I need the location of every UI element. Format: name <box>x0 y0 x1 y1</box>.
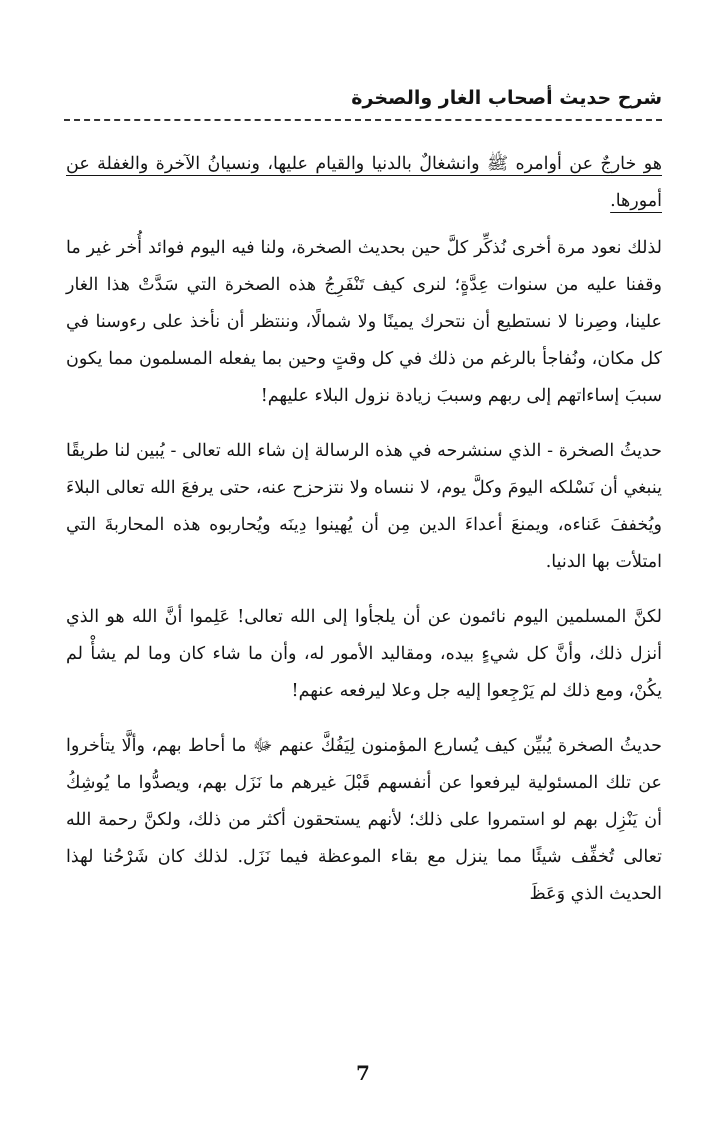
paragraph-1: هو خارجٌ عن أوامره ﷺ وانشغالٌ بالدنيا والقيام عليها، ونسيانُ الآخرة والغفلة عن أمورها. <box>66 154 662 211</box>
page-number: 7 <box>356 1061 370 1085</box>
paragraph-3: حديثُ الصخرة - الذي سنشرحه في هذه الرسالة إن شاء الله تعالى - يُبين لنا طريقًا ينبغي أن نَسْلكه اليومَ وكلَّ يوم، لا ننساه ولا نتزحزح عنه، حتى يرفعَ الله تعالى البلاءَ ويُخففَ عَناءه، ويمنعَ أعداءَ الدين مِن أن يُهينوا دِينَه ويُحاربوه هذه المحاربةَ التي امتلأت بها الدنيا. <box>66 441 662 572</box>
paragraph-4: لكنَّ المسلمين اليوم نائمون عن أن يلجأوا إلى الله تعالى! عَلِموا أنَّ الله هو الذي أنزل ذلك، وأنَّ كل شيءٍ بيده، ومقاليد الأمور له، وأن ما شاء كان وما لم يشأْ لم يكُنْ، ومع ذلك لم يَرْجِعوا إليه جل وعلا ليرفعه عنهم! <box>66 607 662 701</box>
paragraph-5: حديثُ الصخرة يُبيِّن كيف يُسارع المؤمنون لِيَفُكَّ عنهم ﷻ ما أحاط بهم، وألَّا يتأخروا عن تلك المسئولية ليرفعوا عن أنفسهم قَبْلَ غيرهم ما نَزَل بهم، ويصدُّوا ما يُوشِكُ أن يَنْزِل بهم لو استمروا على ذلك؛ لأنهم يستحقون أكثر من ذلك، ولكنَّ رحمة الله تعالى تُخفِّف شيئًا مما ينزل مع بقاء الموعظة فيما نَزَل. لذلك كان شَرْحُنا لهذا الحديث الذي وَعَظَ <box>66 736 662 904</box>
body-text <box>66 146 662 931</box>
header-divider <box>64 119 662 121</box>
running-header: شرح حديث أصحاب الغار والصخرة <box>351 87 662 109</box>
paragraph-2: لذلك نعود مرة أخرى نُذكِّر كلَّ حين بحديث الصخرة، ولنا فيه اليوم فوائد أُخر غير ما وقفنا عليه من سنوات عِدَّةٍ؛ لنرى كيف تَنْفَرِجُ هذه الصخرة التي سَدَّتْ هذا الغار علينا، وصِرنا لا نستطيع أن نتحرك يمينًا ولا شمالًا، وننتظر أن نأخذ على رءوسنا في كل مكان، ونُفاجأ بالرغم من ذلك في كل وقتٍ وحين بما يفعله المسلمون مما يكون سببَ إساءاتهم إلى ربهم وسببَ زيادة نزول البلاء عليهم! <box>66 238 662 406</box>
